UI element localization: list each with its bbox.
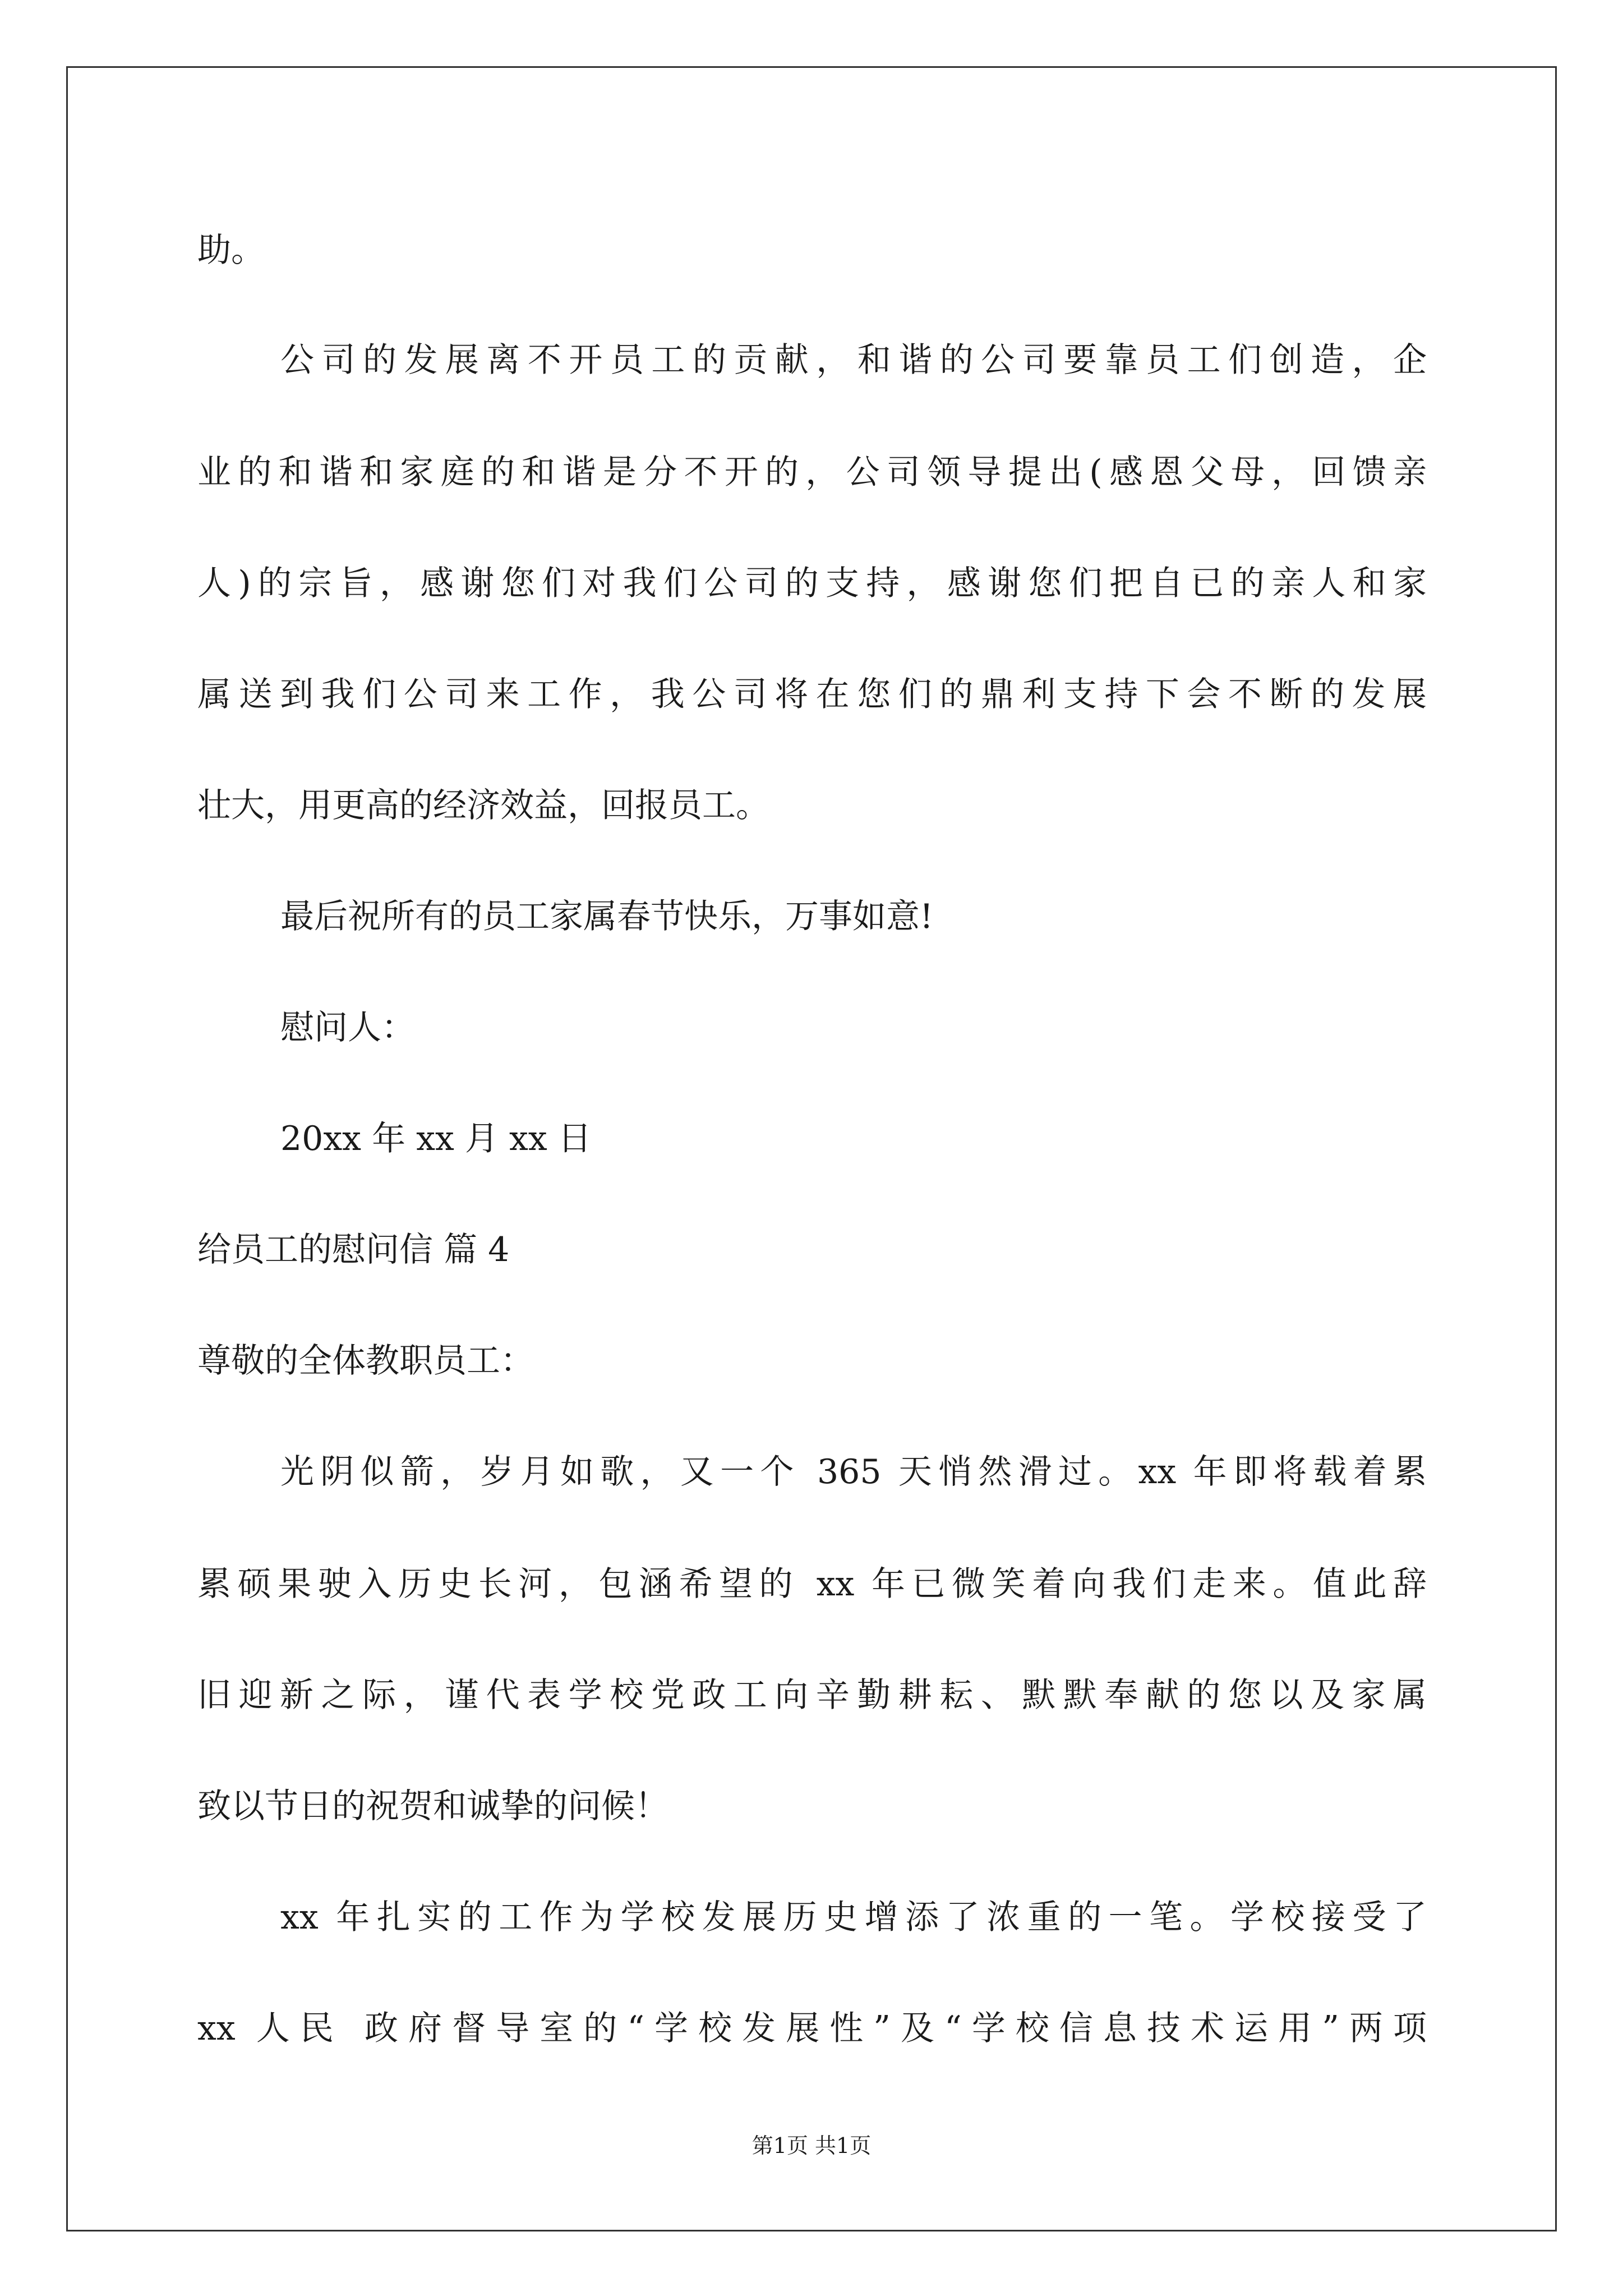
- paragraph-line: 光阴似箭，岁月如歌，又一个 365 天悄然滑过。xx 年即将载着累: [280, 1452, 1427, 1492]
- paragraph-line: 助。: [197, 231, 265, 270]
- paragraph-line: 公司的发展离不开员工的贡献，和谐的公司要靠员工们创造，企: [280, 341, 1427, 380]
- date-line: 20xx 年 xx 月 xx 日: [280, 1119, 592, 1158]
- salutation: 尊敬的全体教职员工：: [197, 1341, 534, 1381]
- signature-label: 慰问人：: [280, 1008, 415, 1047]
- paragraph-line: 壮大，用更高的经济效益，回报员工。: [197, 786, 769, 825]
- paragraph-line: 致以节日的祝贺和诚挚的问候！: [197, 1787, 668, 1826]
- paragraph-line: 累硕果驶入历史长河，包涵希望的 xx 年已微笑着向我们走来。值此辞: [197, 1565, 1427, 1604]
- paragraph-line: 人)的宗旨，感谢您们对我们公司的支持，感谢您们把自已的亲人和家: [197, 564, 1427, 603]
- paragraph-line: 旧迎新之际，谨代表学校党政工向辛勤耕耘、默默奉献的您以及家属: [197, 1676, 1427, 1715]
- paragraph-line: 属送到我们公司来工作，我公司将在您们的鼎利支持下会不断的发展: [197, 675, 1427, 714]
- paragraph-line: 最后祝所有的员工家属春节快乐，万事如意!: [280, 897, 934, 936]
- page-number-footer: 第1页 共1页: [751, 2133, 872, 2158]
- section-heading: 给员工的慰问信 篇 4: [197, 1230, 510, 1269]
- paragraph-line: xx 人民 政府督导室的“学校发展性”及“学校信息技术运用”两项: [197, 2009, 1427, 2048]
- paragraph-line: xx 年扎实的工作为学校发展历史增添了浓重的一笔。学校接受了: [280, 1898, 1427, 1937]
- paragraph-line: 业的和谐和家庭的和谐是分不开的，公司领导提出(感恩父母，回馈亲: [197, 453, 1427, 492]
